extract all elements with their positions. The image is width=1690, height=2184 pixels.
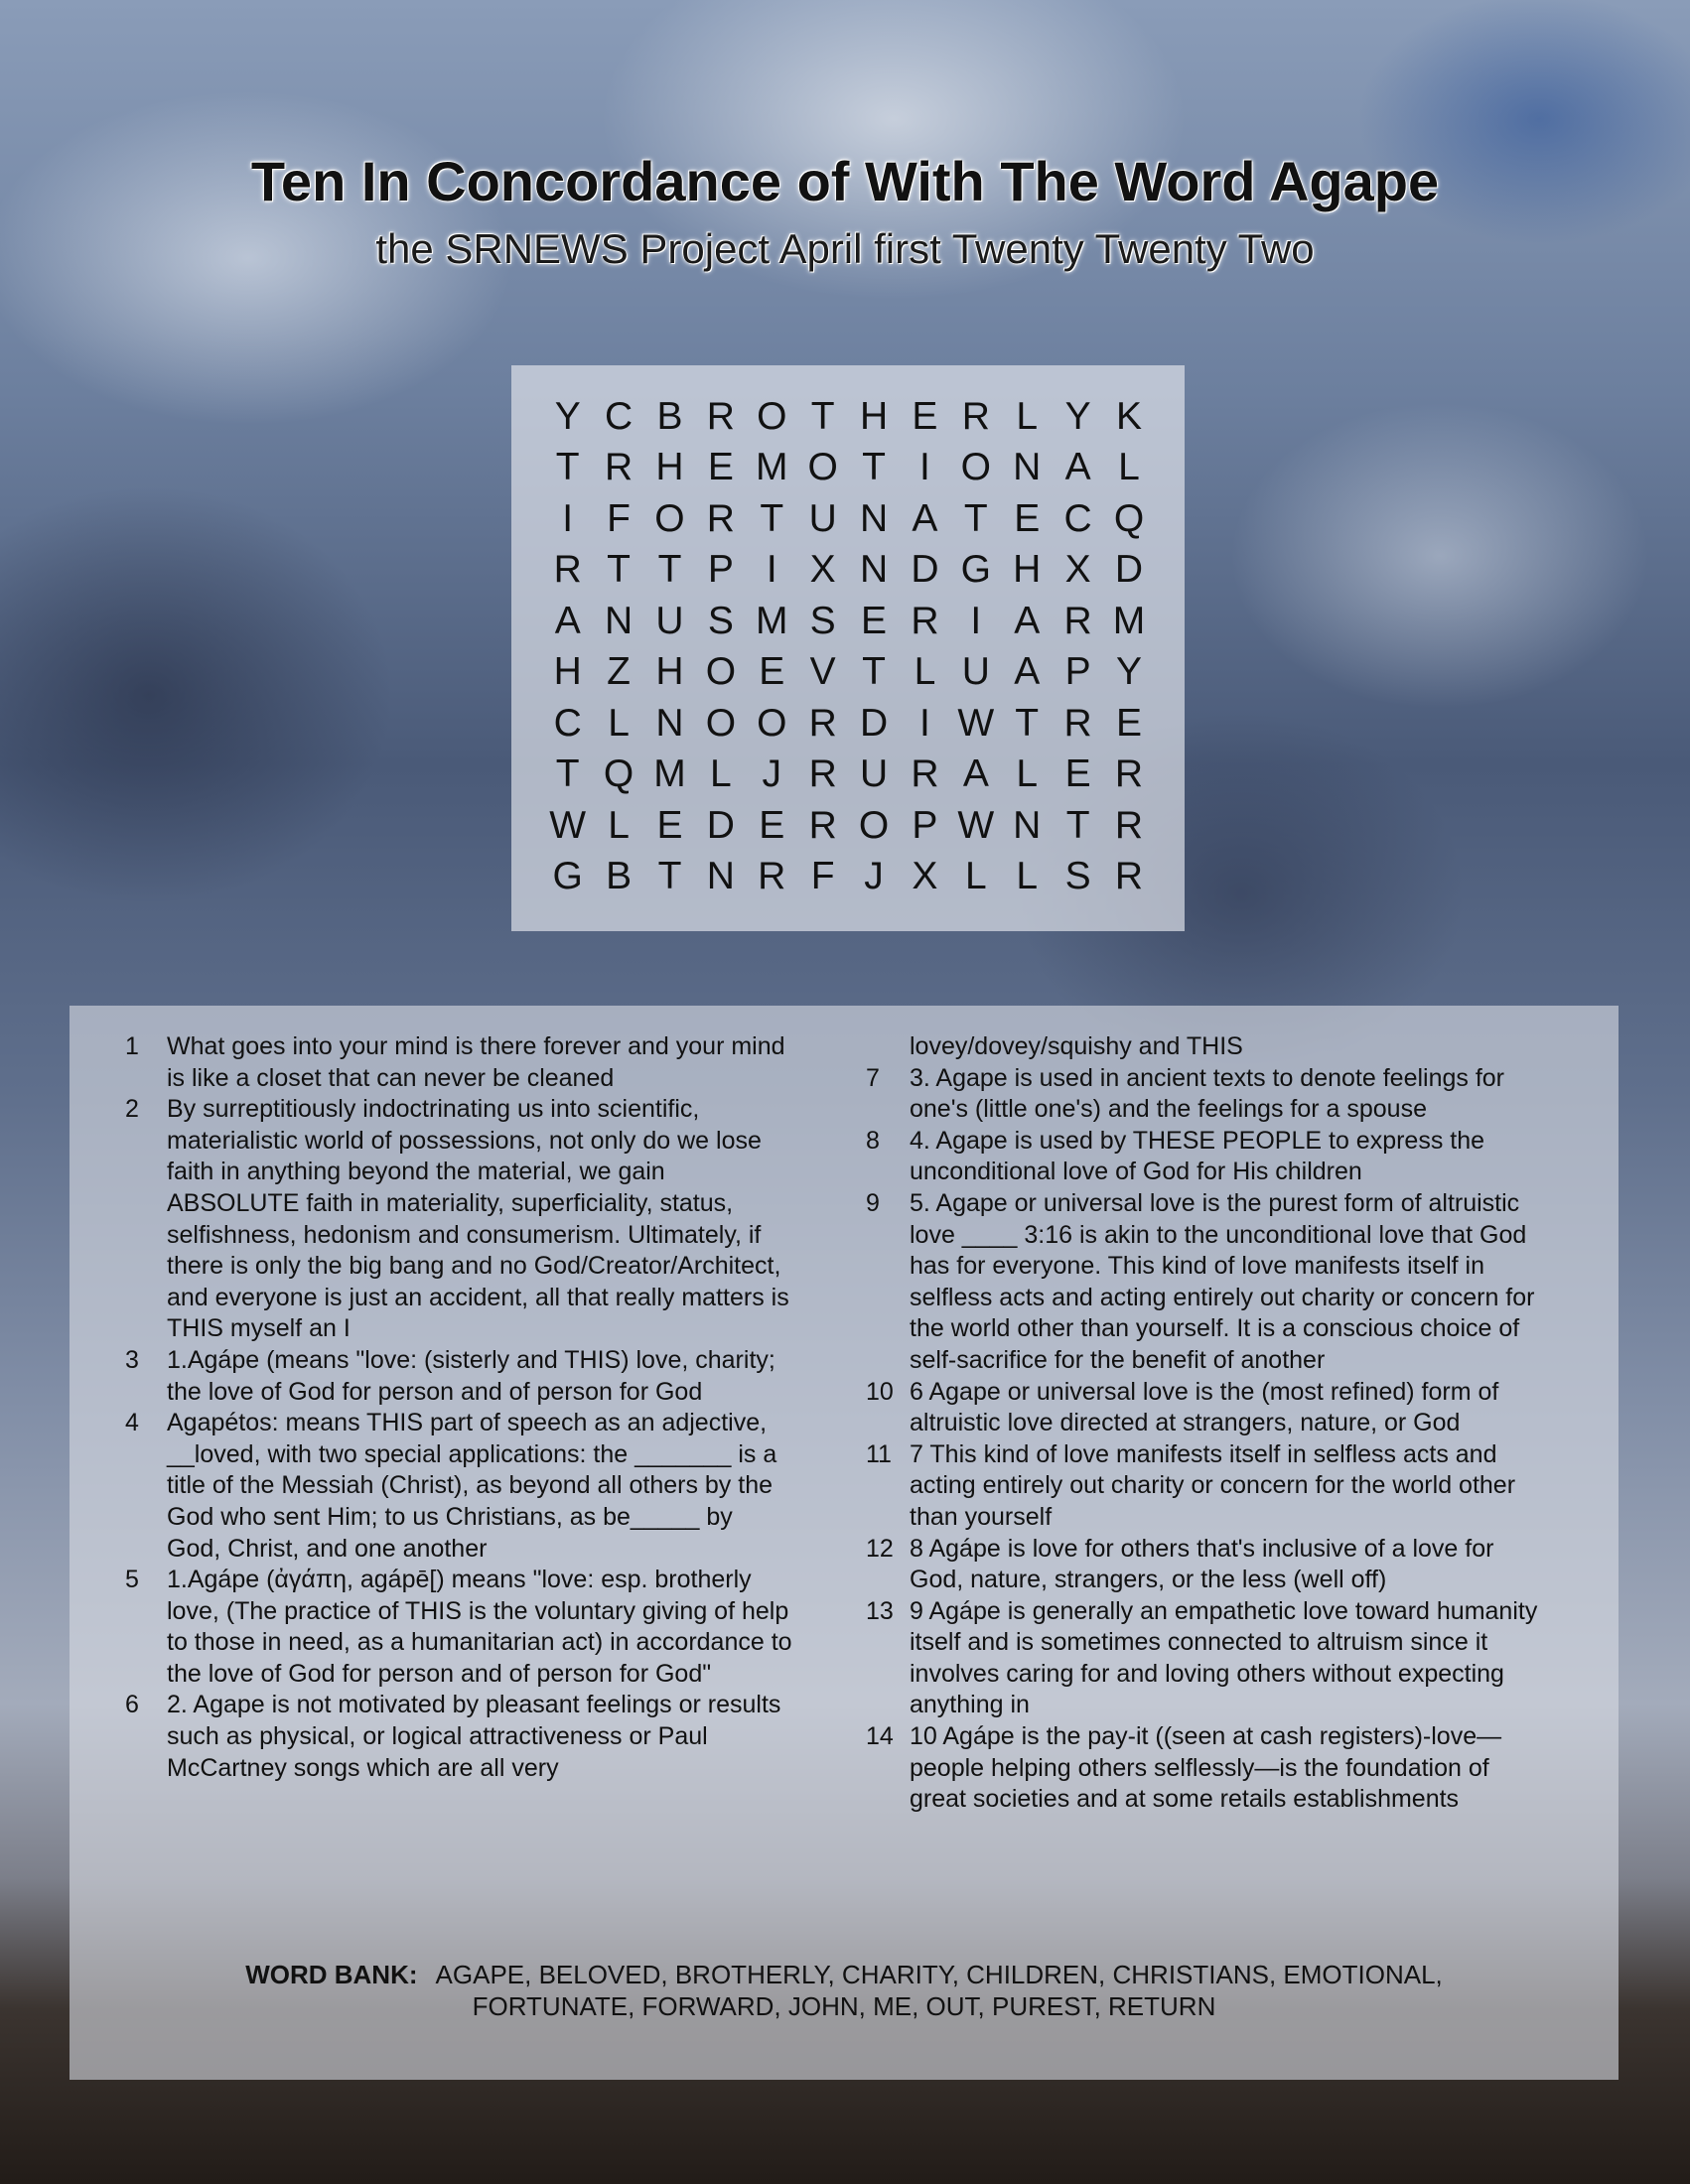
grid-row <box>542 443 1155 494</box>
grid-letter[interactable]: P <box>707 548 734 592</box>
word-bank-line-1 <box>70 1959 1619 1990</box>
grid-letter[interactable]: Y <box>1064 394 1091 438</box>
grid-letter[interactable]: A <box>554 599 581 642</box>
grid-letter[interactable]: R <box>605 446 634 489</box>
grid-letter[interactable]: N <box>655 701 684 745</box>
clue-text: 5. Agape or universal love is the purest form of altruistic love ____ 3:16 is akin to the unconditional love that God has for everyone. This kind of love manifests itself in selfless acts and acting entirely out charity or concern for the world other than yourself. It is a conscious choice of self-sacrifice for the benefit of another <box>910 1188 1535 1374</box>
grid-letter[interactable]: T <box>1015 701 1040 745</box>
grid-letter[interactable]: T <box>657 855 682 898</box>
grid-letter[interactable]: X <box>1064 548 1091 592</box>
clue-text: 8 Agápe is love for others that's inclusive of a love for God, nature, strangers, or the less (well off) <box>910 1534 1494 1594</box>
grid-letter[interactable]: L <box>1118 446 1140 489</box>
grid-letter[interactable]: R <box>553 548 582 592</box>
grid-letter[interactable]: B <box>656 394 683 438</box>
grid-letter[interactable]: K <box>1115 394 1142 438</box>
clue-item <box>866 1596 1541 1721</box>
clue-item <box>117 1408 792 1565</box>
grid-letter[interactable]: I <box>970 599 982 642</box>
grid-letter[interactable]: N <box>1013 446 1042 489</box>
grid-letter[interactable]: E <box>861 599 888 642</box>
grid-letter[interactable]: R <box>706 394 735 438</box>
clue-item <box>866 1063 1541 1126</box>
grid-letter[interactable]: D <box>706 803 735 847</box>
grid-row <box>542 647 1155 699</box>
clue-text: 2. Agape is not motivated by pleasant feelings or results such as physical, or logical attractiveness or Paul McCartney songs which are all very <box>167 1691 781 1782</box>
grid-letter[interactable]: Y <box>1115 650 1142 694</box>
clue-number: 14 <box>866 1722 894 1751</box>
clue-item <box>866 1439 1541 1534</box>
grid-letter[interactable]: E <box>1014 496 1041 540</box>
grid-letter[interactable]: O <box>705 701 737 745</box>
clue-text: 7 This kind of love manifests itself in selfless acts and acting entirely out charity or concern for the world other than yourself <box>910 1439 1516 1531</box>
clue-text: 9 Agápe is generally an empathetic love toward humanity itself and is sometimes connected to altruism since it involves caring for and loving others without expecting anything in <box>910 1596 1538 1719</box>
grid-letter[interactable]: N <box>605 599 634 642</box>
word-bank <box>70 1959 1619 2022</box>
grid-letter[interactable]: Q <box>1113 496 1145 540</box>
grid-letter[interactable]: R <box>911 599 939 642</box>
clue-number: 5 <box>125 1566 139 1594</box>
grid-letter[interactable]: R <box>1114 855 1144 898</box>
grid-letter[interactable]: G <box>552 855 583 898</box>
grid-letter[interactable]: R <box>1063 701 1092 745</box>
grid-letter[interactable]: F <box>607 496 631 540</box>
grid-letter[interactable]: B <box>606 855 633 898</box>
grid-letter[interactable]: C <box>553 701 582 745</box>
grid-letter[interactable]: S <box>707 599 734 642</box>
clue-number: 6 <box>125 1691 139 1719</box>
grid-letter[interactable]: Z <box>607 650 631 694</box>
grid-letter[interactable]: H <box>655 650 684 694</box>
clue-text: 4. Agape is used by THESE PEOPLE to express the unconditional love of God for His children <box>910 1126 1485 1186</box>
grid-letter[interactable]: O <box>757 394 787 438</box>
grid-letter[interactable]: J <box>864 855 884 898</box>
grid-letter[interactable]: U <box>655 599 684 642</box>
grid-letter[interactable]: C <box>1063 496 1092 540</box>
clue-text: 10 Agápe is the pay-it ((seen at cash registers)-love—people helping others selflessly—is the foundation of great societies and at some retails establishments <box>910 1722 1502 1814</box>
grid-letter[interactable]: I <box>562 496 574 540</box>
grid-letter[interactable]: F <box>810 855 835 898</box>
grid-letter[interactable]: W <box>957 803 995 847</box>
grid-letter[interactable]: E <box>912 394 938 438</box>
grid-letter[interactable]: L <box>964 855 987 898</box>
grid-letter[interactable]: L <box>1016 394 1039 438</box>
grid-letter[interactable]: I <box>919 701 930 745</box>
clue-number: 7 <box>866 1063 880 1092</box>
grid-row <box>542 391 1155 443</box>
grid-letter[interactable]: A <box>1014 599 1041 642</box>
clue-text: Agapétos: means THIS part of speech as an adjective, __loved, with two special applications: the _______ is a title of the Messiah (Christ), as beyond all others by the God who sent Him; to us Christians, as be_____ by God, Christ, and one another <box>167 1409 777 1563</box>
grid-letter[interactable]: N <box>859 548 889 592</box>
grid-letter[interactable]: U <box>859 752 889 796</box>
grid-letter[interactable]: R <box>1063 599 1092 642</box>
grid-letter[interactable]: U <box>808 496 837 540</box>
grid-letter[interactable]: E <box>759 650 785 694</box>
grid-letter[interactable]: A <box>1014 650 1041 694</box>
grid-letter[interactable]: M <box>756 446 788 489</box>
grid-letter[interactable]: T <box>555 752 580 796</box>
grid-letter[interactable]: V <box>809 650 836 694</box>
clue-number: 1 <box>125 1032 139 1060</box>
grid-letter[interactable]: H <box>1013 548 1042 592</box>
grid-row <box>542 493 1155 545</box>
grid-letter[interactable]: T <box>810 394 835 438</box>
grid-letter[interactable]: I <box>766 548 777 592</box>
clue-number: 9 <box>866 1188 880 1217</box>
grid-letter[interactable]: Q <box>603 752 634 796</box>
header <box>0 149 1690 273</box>
clue-text: 1.Agápe (ἀγάπη, agápē[) means "love: esp. brotherly love, (The practice of THIS is the voluntary giving of help to those in need, as a humanitarian act) in accordance to the love of God for person and of person for God" <box>167 1566 792 1688</box>
grid-letter[interactable]: E <box>1064 752 1091 796</box>
clue-number: 2 <box>125 1095 139 1124</box>
grid-letter[interactable]: T <box>963 496 988 540</box>
grid-letter[interactable]: S <box>809 599 836 642</box>
grid-letter[interactable]: L <box>608 701 630 745</box>
grid-letter[interactable]: D <box>1114 548 1144 592</box>
word-bank-words-1: AGAPE, BELOVED, BROTHERLY, CHARITY, CHILDREN, CHRISTIANS, EMOTIONAL, <box>435 1960 1443 1989</box>
grid-letter[interactable]: L <box>1016 855 1039 898</box>
grid-letter[interactable]: T <box>862 650 886 694</box>
clue-text: By surreptitiously indoctrinating us into scientific, materialistic world of possessions, not only do we lose faith in anything beyond the material, we gain ABSOLUTE faith in materiality, superficiality, status, selfishness, hedonism and consumerism. Ultimately, if there is only the big bang and no God/Creator/Architect, and everyone is just an accident, all that really matters is THIS myself an I <box>167 1095 789 1343</box>
grid-letter[interactable]: A <box>962 752 989 796</box>
word-search-panel <box>511 365 1185 931</box>
grid-letter[interactable]: L <box>710 752 732 796</box>
grid-letter[interactable]: O <box>807 446 838 489</box>
clue-item <box>117 1094 792 1345</box>
clue-item <box>866 1377 1541 1439</box>
page-subtitle: the SRNEWS Project April first Twenty Twenty Two <box>375 225 1315 272</box>
grid-letter[interactable]: R <box>911 752 939 796</box>
grid-letter[interactable]: X <box>809 548 836 592</box>
grid-letter[interactable]: D <box>911 548 939 592</box>
word-bank-words-2: FORTUNATE, FORWARD, JOHN, ME, OUT, PUREST, RETURN <box>472 1991 1216 2021</box>
clue-number: 12 <box>866 1534 894 1563</box>
grid-letter[interactable]: S <box>1064 855 1091 898</box>
grid-letter[interactable]: W <box>549 803 587 847</box>
clue-item <box>866 1126 1541 1188</box>
grid-row <box>542 596 1155 647</box>
grid-letter[interactable]: R <box>961 394 990 438</box>
grid-letter[interactable]: R <box>1114 803 1144 847</box>
grid-row <box>542 545 1155 597</box>
grid-row <box>542 698 1155 750</box>
grid-letter[interactable]: E <box>759 803 785 847</box>
grid-letter[interactable]: N <box>859 496 889 540</box>
grid-letter[interactable]: O <box>960 446 991 489</box>
grid-row <box>542 852 1155 903</box>
clue-column-left <box>117 1031 792 1784</box>
grid-letter[interactable]: R <box>1114 752 1144 796</box>
clue-number: 8 <box>866 1126 880 1155</box>
grid-letter[interactable]: R <box>808 803 837 847</box>
grid-letter[interactable]: T <box>1065 803 1090 847</box>
grid-letter[interactable]: U <box>961 650 990 694</box>
grid-letter[interactable]: R <box>706 496 735 540</box>
clue-number: 3 <box>125 1345 139 1374</box>
grid-letter[interactable]: T <box>760 496 784 540</box>
grid-letter[interactable]: H <box>553 650 582 694</box>
clue-item <box>117 1031 792 1094</box>
grid-letter[interactable]: R <box>808 701 837 745</box>
clue-panel <box>70 1006 1619 2080</box>
clue-number: 4 <box>125 1409 139 1437</box>
grid-row <box>542 750 1155 801</box>
clue-text: 3. Agape is used in ancient texts to denote feelings for one's (little one's) and the feelings for a spouse <box>910 1063 1505 1124</box>
clue-item <box>117 1690 792 1784</box>
grid-letter[interactable]: A <box>1064 446 1091 489</box>
grid-letter[interactable]: O <box>858 803 890 847</box>
grid-letter[interactable]: E <box>1115 701 1142 745</box>
grid-letter[interactable]: O <box>757 701 787 745</box>
grid-letter[interactable]: P <box>1064 650 1091 694</box>
grid-letter[interactable]: E <box>707 446 734 489</box>
grid-letter[interactable]: H <box>655 446 684 489</box>
grid-letter[interactable]: N <box>1013 803 1042 847</box>
clue-number: 13 <box>866 1596 894 1625</box>
grid-letter[interactable]: T <box>862 446 886 489</box>
grid-letter[interactable]: T <box>555 446 580 489</box>
clue-text: What goes into your mind is there forever and your mind is like a closet that can never be cleaned <box>167 1032 785 1092</box>
clue-item <box>866 1721 1541 1816</box>
grid-letter[interactable]: Y <box>554 394 581 438</box>
grid-letter[interactable]: I <box>919 446 930 489</box>
clue-number: 10 <box>866 1377 894 1406</box>
grid-letter[interactable]: M <box>756 599 788 642</box>
grid-letter[interactable]: W <box>957 701 995 745</box>
grid-letter[interactable]: N <box>706 855 735 898</box>
grid-letter[interactable]: A <box>912 496 938 540</box>
clue-text: 6 Agape or universal love is the (most refined) form of altruistic love directed at strangers, nature, or God <box>910 1377 1499 1437</box>
grid-letter[interactable]: E <box>656 803 683 847</box>
clue-text: 1.Agápe (means "love: (sisterly and THIS) love, charity; the love of God for person and of person for God <box>167 1345 775 1406</box>
grid-letter[interactable]: M <box>653 752 686 796</box>
grid-letter[interactable]: H <box>859 394 889 438</box>
grid-letter[interactable]: T <box>607 548 631 592</box>
grid-letter[interactable]: D <box>859 701 889 745</box>
clue-number: 11 <box>866 1439 892 1468</box>
grid-letter[interactable]: L <box>914 650 936 694</box>
grid-row <box>542 800 1155 852</box>
grid-letter[interactable]: T <box>657 548 682 592</box>
grid-letter[interactable]: L <box>1016 752 1039 796</box>
grid-letter[interactable]: J <box>762 752 781 796</box>
page-title: Ten In Concordance of With The Word Agape <box>250 150 1440 212</box>
clue-6-continuation: lovey/dovey/squishy and THIS <box>910 1032 1243 1060</box>
grid-letter[interactable]: C <box>605 394 634 438</box>
grid-letter[interactable]: O <box>705 650 737 694</box>
clue-item <box>866 1534 1541 1596</box>
grid-letter[interactable]: R <box>758 855 786 898</box>
clue-item <box>117 1345 792 1408</box>
word-bank-label: WORD BANK: <box>245 1960 418 1989</box>
grid-letter[interactable]: P <box>912 803 938 847</box>
grid-letter[interactable]: X <box>912 855 938 898</box>
grid-letter[interactable]: M <box>1112 599 1146 642</box>
clue-item <box>117 1565 792 1690</box>
grid-letter[interactable]: O <box>654 496 685 540</box>
grid-letter[interactable]: L <box>608 803 630 847</box>
clue-item <box>866 1188 1541 1377</box>
grid-letter[interactable]: R <box>808 752 837 796</box>
word-search-grid <box>542 391 1155 902</box>
clue-column-right <box>866 1031 1541 1816</box>
grid-letter[interactable]: G <box>960 548 991 592</box>
